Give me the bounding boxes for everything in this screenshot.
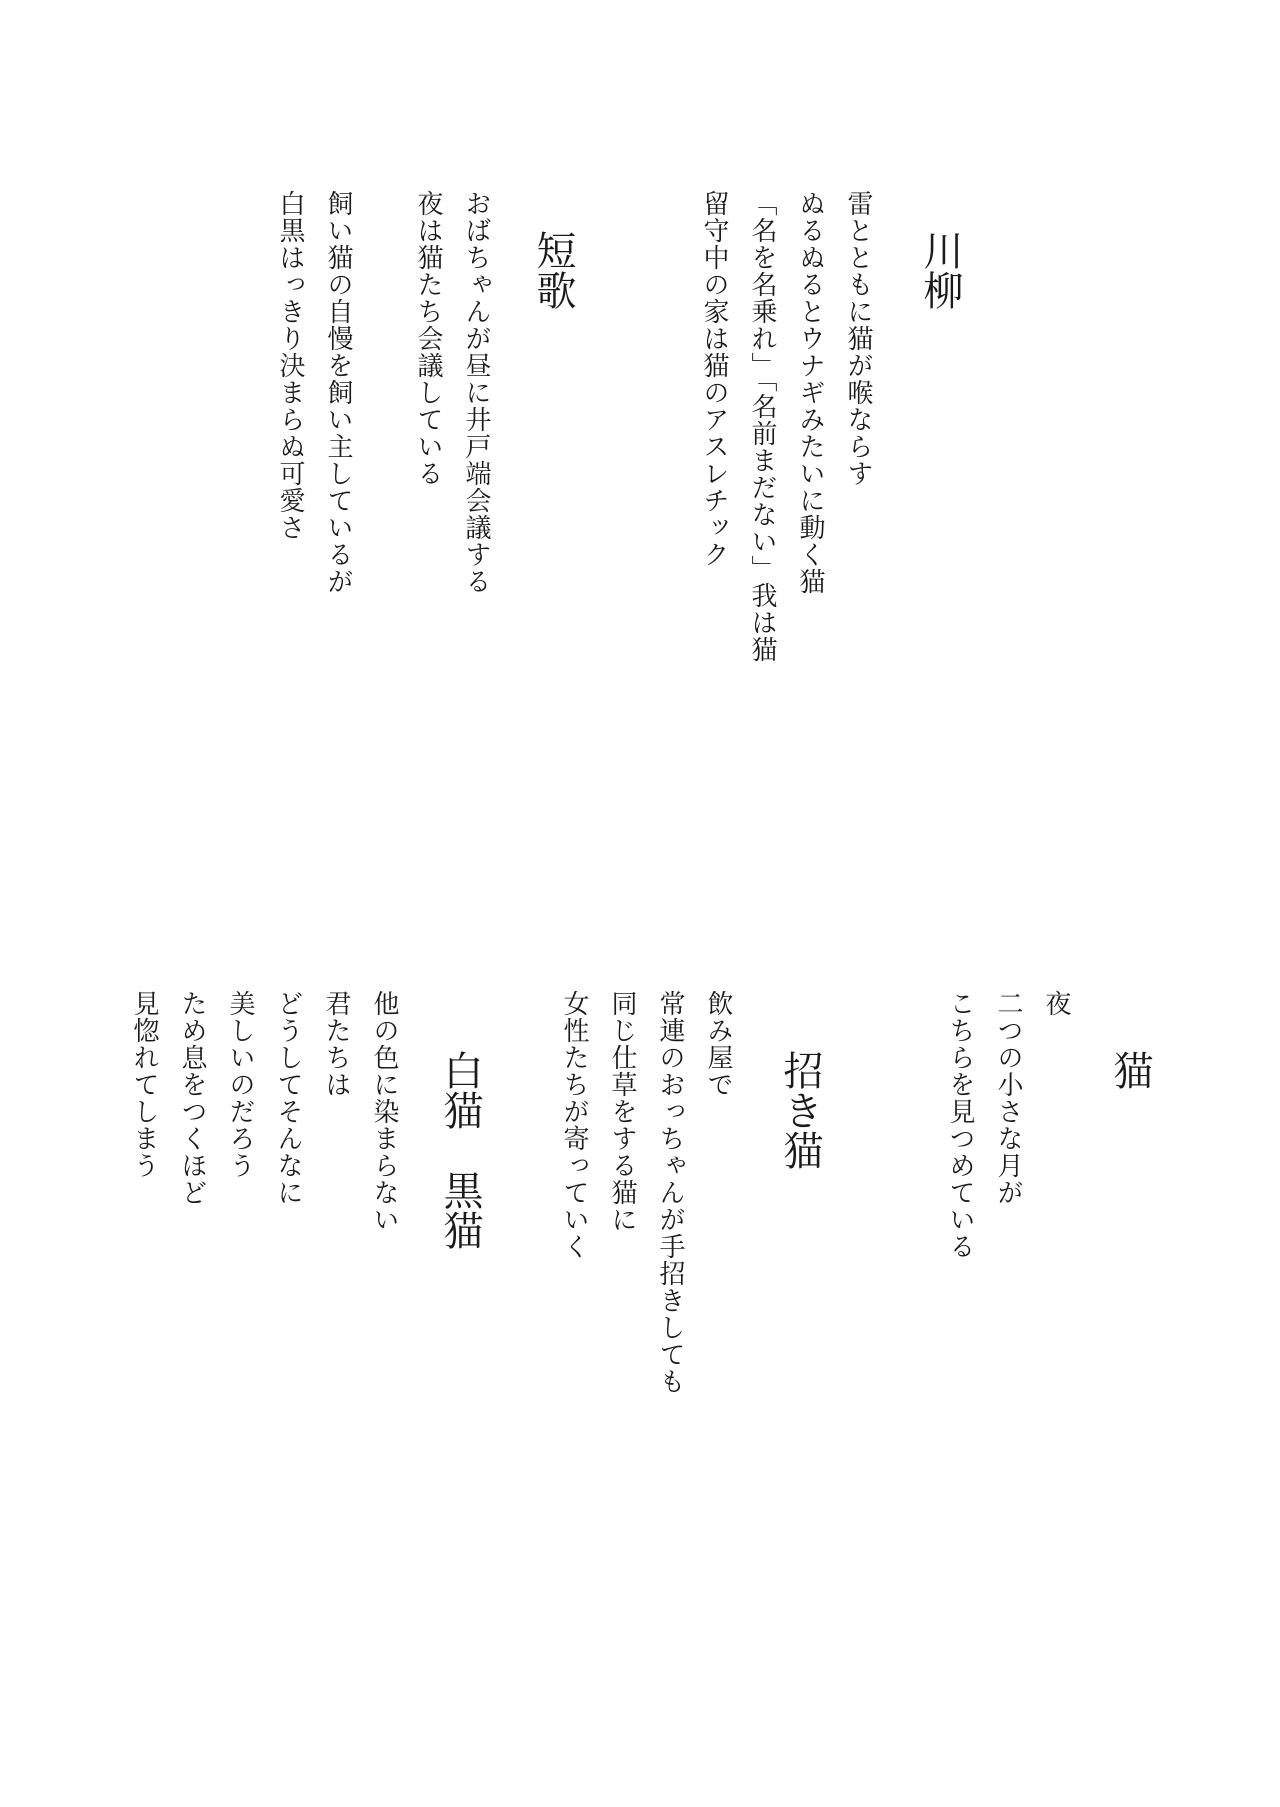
senryu-line-4: 留守中の家は猫のアスレチック <box>699 190 729 568</box>
senryu-line-2: ぬるぬるとウナギみたいに動く猫 <box>795 190 825 595</box>
senryu-line-1: 雷とともに猫が喉ならす <box>843 190 873 487</box>
tanka-line-3: 飼い猫の自慢を飼い主しているが <box>323 190 353 595</box>
cat-line-3: こちらを見つめている <box>945 990 975 1260</box>
tanka-line-1: おばちゃんが昼に井戸端会議する <box>461 190 491 595</box>
shirokuro-line-4: 美しいのだろう <box>225 990 255 1179</box>
senryu-title: 川柳 <box>917 230 963 310</box>
tanka-line-2: 夜は猫たち会議している <box>413 190 443 487</box>
tanka-line-4: 白黒はっきり決まらぬ可愛さ <box>275 190 305 541</box>
maneki-line-1: 飲み屋で <box>703 990 733 1098</box>
cat-line-2: 二つの小さな月が <box>993 990 1023 1206</box>
shirokuro-line-3: どうしてそんなに <box>273 990 303 1206</box>
maneki-line-2: 常連のおっちゃんが手招きしても <box>655 990 685 1395</box>
shirokuro-line-6: 見惚れてしまう <box>129 990 159 1179</box>
maneki-line-4: 女性たちが寄っていく <box>559 990 589 1260</box>
shirokuro-line-2: 君たちは <box>321 990 351 1098</box>
shirokuro-line-5: ため息をつくほど <box>177 990 207 1206</box>
maneki-title: 招き猫 <box>777 1050 823 1170</box>
senryu-line-3: 「名を名乗れ」「名前まだない」我は猫 <box>747 190 777 663</box>
maneki-line-3: 同じ仕草をする猫に <box>607 990 637 1233</box>
shirokuro-line-1: 他の色に染まらない <box>369 990 399 1233</box>
cat-line-1: 夜 <box>1041 990 1071 1017</box>
tanka-title: 短歌 <box>530 230 576 310</box>
cat-title: 猫 <box>1107 1050 1153 1090</box>
shirokuro-title: 白猫 黒猫 <box>437 1050 483 1250</box>
